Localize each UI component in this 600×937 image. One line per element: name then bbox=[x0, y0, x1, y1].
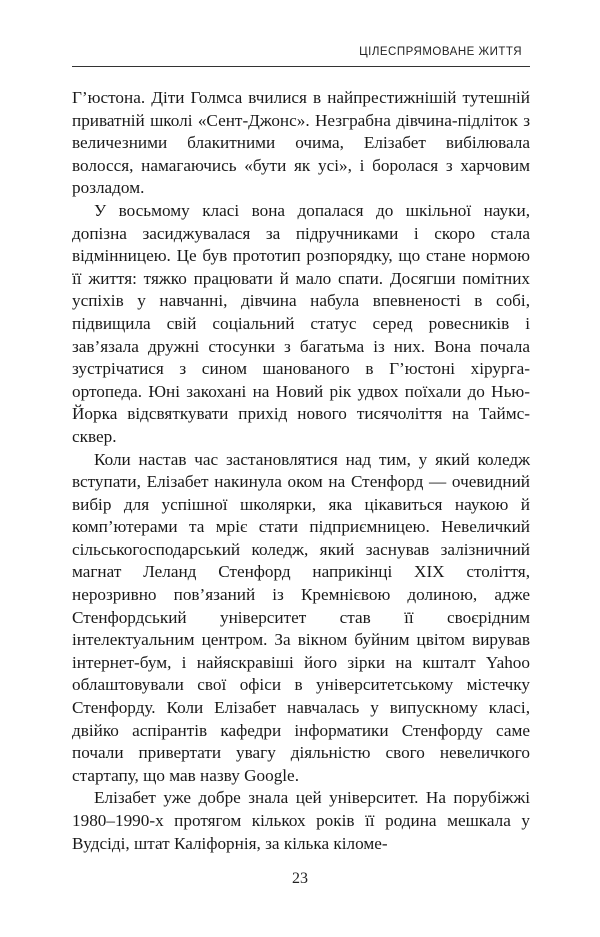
paragraph: Елізабет уже добре знала цей університет. На порубіжжі 1980–1990-х протягом кількох років її родина мешкала у Вудсіді, штат Каліфорнія, за кілька кіломе- bbox=[72, 788, 530, 853]
body-text bbox=[72, 87, 530, 855]
running-header-title: ЦІЛЕСПРЯМОВАНЕ ЖИТТЯ bbox=[359, 46, 522, 58]
paragraph-continued: Г’юстона. Діти Голмса вчилися в найпрестижнішій тутешній приватній школі «Сент-Джонс». Незграбна дівчина-підліток з величезними блакитними очима, Елізабет вибілювала волосся, намагаючись «бути як усі», і боролася з харчовим розладом. bbox=[72, 88, 530, 198]
header-rule bbox=[72, 66, 530, 67]
page-number: 23 bbox=[292, 870, 308, 887]
paragraph: Коли настав час застановлятися над тим, у який коледж вступати, Елізабет накинула оком на Стенфорд — очевидний вибір для успішної школярки, яка цікавиться наукою й комп’ютерами та мріє стати підприємницею. Невеличкий сільськогосподарський коледж, який заснував залізничний магнат Леланд Стенфорд наприкінці XIX століття, нерозривно пов’язаний із Кремнієвою долиною, адже Стенфордський університет став її своєрідним інтелектуальним центром. За вікном буйним цвітом вирував інтернет-бум, і найяскравіші його зірки на кшталт Yahoo облаштовували свої офіси в університетському містечку Стенфорду. Коли Елізабет навчалась у випускному класі, двійко аспірантів кафедри інформатики Стенфорду саме почали привертати увагу діяльністю свого невеличкого стартапу, що мав назву Google. bbox=[72, 449, 530, 785]
paragraph: У восьмому класі вона допалася до шкільної науки, допізна засиджувалася за підручниками і скоро стала відмінницею. Це був прототип розпорядку, що стане нормою її життя: тяжко працювати й мало спати. Досягши помітних успіхів у навчанні, дівчина набула впевненості в собі, підвищила свій соціальний статус серед ровесників і зав’язала дружні стосунки з багатьма із них. Вона почала зустрічатися з сином шанованого в Г’юстоні хірурга-ортопеда. Юні закохані на Новий рік удвох поїхали до Нью-Йорка відсвяткувати прихід нового тисячоліття на Таймс-сквер. bbox=[72, 200, 530, 446]
